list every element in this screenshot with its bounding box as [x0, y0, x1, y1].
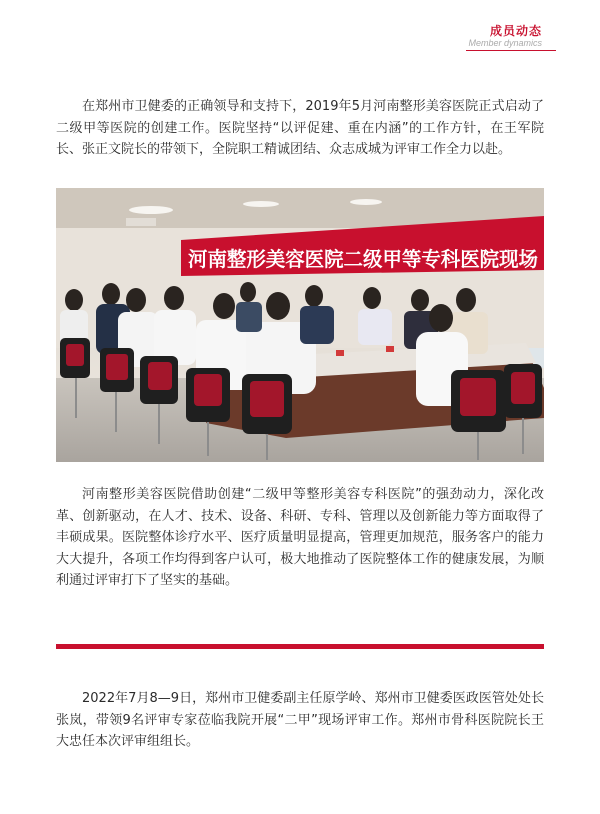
header-rule — [466, 50, 556, 51]
paragraph-achievements: 河南整形美容医院借助创建“二级甲等整形美容专科医院”的强劲动力，深化改革、创新驱动，在人才、技术、设备、科研、专科、管理以及创新能力等方面取得了丰硕成果。医院整体诊疗水平、医疗质量明显提高，管理更加规范，服务客户的能力大大提升，各项工作均得到客户认可，极大地推动了医院整体工作的健康发展，为顺利通过评审打下了坚实的基础。 — [56, 487, 544, 588]
header-subtitle: Member dynamics — [468, 38, 542, 48]
meeting-photo — [56, 188, 544, 462]
banner-text: 河南整形美容医院二级甲等专科医院现场 — [188, 247, 538, 271]
paragraph-review: 2022年7月8—9日，郑州市卫健委副主任原学岭、郑州市卫健委医政医管处处长张岚，带领9名评审专家莅临我院开展“二甲”现场评审工作。郑州市骨科医院院长王大忠任本次评审组组长。 — [56, 691, 544, 749]
paragraph-intro: 在郑州市卫健委的正确领导和支持下，2019年5月河南整形美容医院正式启动了二级甲等医院的创建工作。医院坚持“以评促建、重在内涵”的工作方针，在王军院长、张正文院长的带领下，全院职工精诚团结、众志成城为评审工作全力以赴。 — [56, 99, 544, 157]
header-title: 成员动态 — [489, 24, 542, 38]
section-divider — [56, 644, 544, 649]
